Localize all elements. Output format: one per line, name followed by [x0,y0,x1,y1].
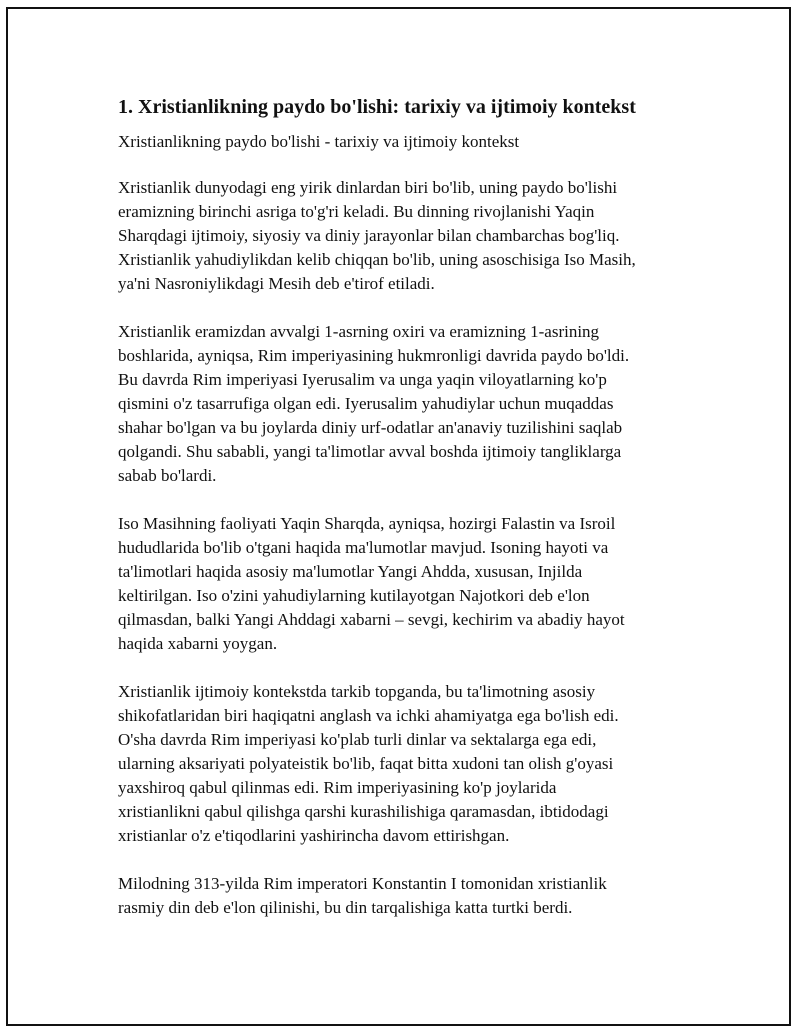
paragraph-line: qilmasdan, balki Yangi Ahddagi xabarni – sevgi, kechirim va abadiy hayot [118,610,625,629]
paragraph-2 [118,320,698,488]
paragraph-line: xristianlar o'z e'tiqodlarini yashirincha davom ettirishgan. [118,826,510,845]
section-subtitle: Xristianlikning paydo bo'lishi - tarixiy va ijtimoiy kontekst [118,132,520,151]
paragraph-line: Milodning 313-yilda Rim imperatori Konstantin I tomonidan xristianlik [118,874,607,893]
paragraph-line: Bu davrda Rim imperiyasi Iyerusalim va unga yaqin viloyatlarning ko'p [118,370,607,389]
paragraph-line: shikofatlaridan biri haqiqatni anglash va ichki ahamiyatga ega bo'lish edi. [118,706,619,725]
paragraph-line: O'sha davrda Rim imperiyasi ko'plab turli dinlar va sektalarga ega edi, [118,730,597,749]
section-heading: 1. Xristianlikning paydo bo'lishi: tarixiy va ijtimoiy kontekst [118,96,636,118]
paragraph-line: shahar bo'lgan va bu joylarda diniy urf-odatlar an'anaviy tuzilishini saqlab [118,418,623,437]
paragraph-line: yaxshiroq qabul qilinmas edi. Rim imperiyasining ko'p joylarida [118,778,557,797]
paragraph-line: Xristianlik yahudiylikdan kelib chiqqan bo'lib, uning asoschisiga Iso Masih, [118,250,636,269]
document-body [118,94,698,944]
paragraph-3 [118,512,698,656]
paragraph-1 [118,176,698,296]
paragraph-line: keltirilgan. Iso o'zini yahudiylarning kutilayotgan Najotkori deb e'lon [118,586,590,605]
paragraph-line: eramizning birinchi asriga to'g'ri keladi. Bu dinning rivojlanishi Yaqin [118,202,595,221]
paragraph-line: qolgandi. Shu sababli, yangi ta'limotlar avval boshda ijtimoiy tangliklarga [118,442,622,461]
paragraph-line: sabab bo'lardi. [118,466,217,485]
paragraph-line: Xristianlik eramizdan avvalgi 1-asrning oxiri va eramizning 1-asrining [118,322,600,341]
paragraph-line: xristianlikni qabul qilishga qarshi kurashilishiga qaramasdan, ibtidodagi [118,802,609,821]
paragraph-line: Sharqdagi ijtimoiy, siyosiy va diniy jarayonlar bilan chambarchas bog'liq. [118,226,620,245]
paragraph-5 [118,872,698,920]
paragraph-line: qismini o'z tasarrufiga olgan edi. Iyerusalim yahudiylar uchun muqaddas [118,394,614,413]
paragraph-line: ularning aksariyati polyateistik bo'lib, faqat bitta xudoni tan olish g'oyasi [118,754,614,773]
paragraph-line: ya'ni Nasroniylikdagi Mesih deb e'tirof etiladi. [118,274,435,293]
paragraph-line: ta'limotlari haqida asosiy ma'lumotlar Yangi Ahdda, xususan, Injilda [118,562,583,581]
paragraph-line: rasmiy din deb e'lon qilinishi, bu din tarqalishiga katta turtki berdi. [118,898,573,917]
paragraph-4 [118,680,698,848]
paragraph-line: Iso Masihning faoliyati Yaqin Sharqda, ayniqsa, hozirgi Falastin va Isroil [118,514,616,533]
paragraph-line: hududlarida bo'lib o'tgani haqida ma'lumotlar mavjud. Isoning hayoti va [118,538,609,557]
paragraph-line: haqida xabarni yoygan. [118,634,278,653]
paragraph-line: Xristianlik ijtimoiy kontekstda tarkib topganda, bu ta'limotning asosiy [118,682,596,701]
paragraph-line: boshlarida, ayniqsa, Rim imperiyasining hukmronligi davrida paydo bo'ldi. [118,346,630,365]
paragraph-line: Xristianlik dunyodagi eng yirik dinlardan biri bo'lib, uning paydo bo'lishi [118,178,618,197]
